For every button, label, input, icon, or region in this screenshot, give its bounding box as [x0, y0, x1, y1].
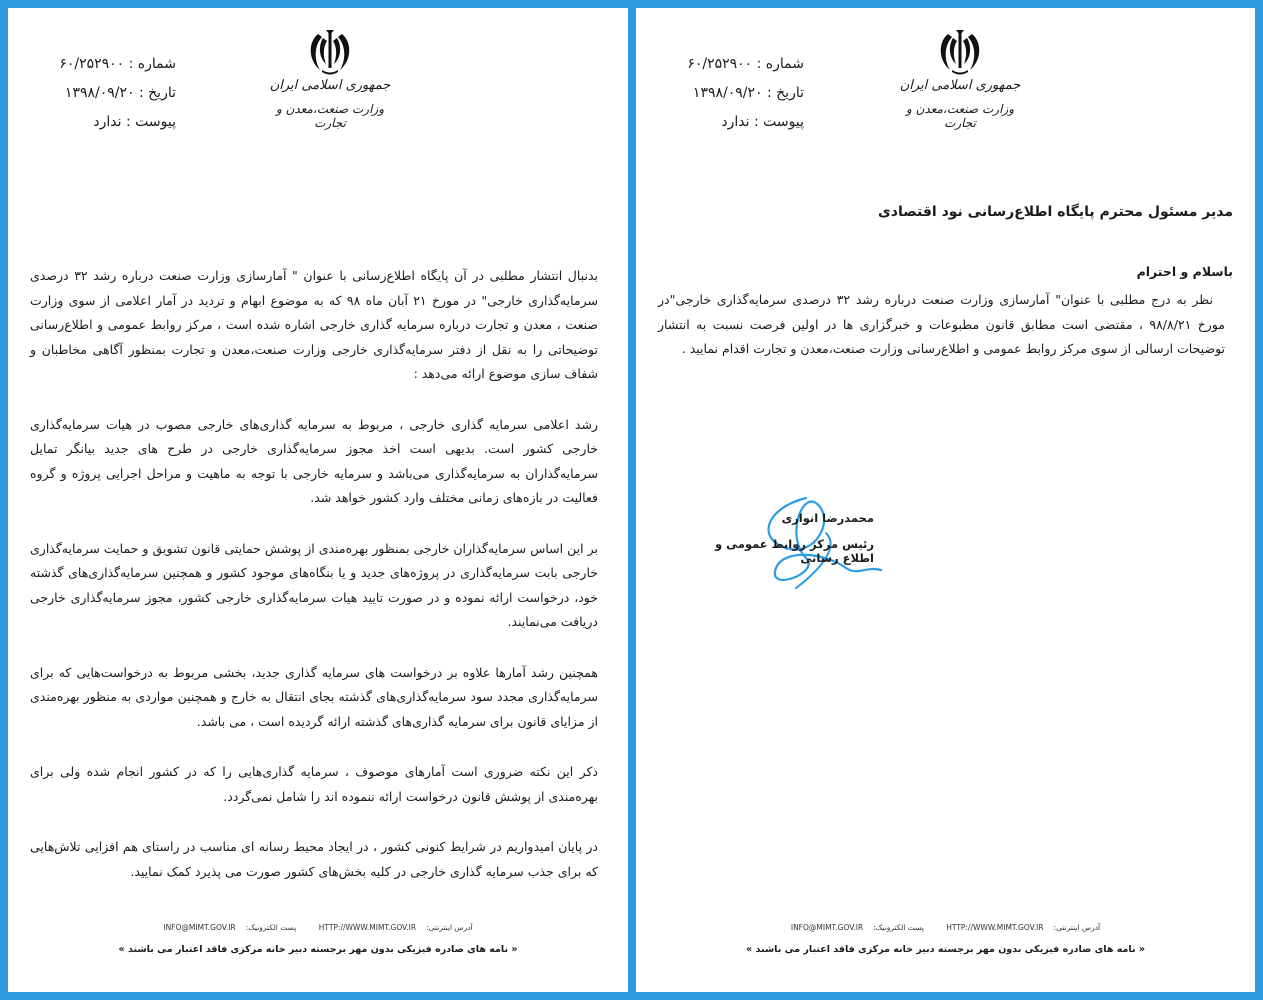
letter-number-row: [26, 50, 176, 79]
footer-web: [314, 923, 478, 932]
signer-title: رئیس مرکز روابط عمومی و اطلاع رسانی: [714, 537, 874, 565]
body-paragraph: ذکر این نکته ضروری است آمارهای موصوف ، سرمایه گذاری‌هایی را که در کشور انجام شده ولی برای بهره‌مندی از پوشش قانون درخواست ارائه ننموده اند را شامل نمی‌گردد.: [30, 764, 598, 804]
letter-number-label: شماره :: [756, 56, 804, 72]
letter-date-value: ۱۳۹۸/۰۹/۲۰: [64, 85, 135, 101]
letter-date-row: [654, 79, 804, 108]
footer-note: « نامه های صادره فیزیکی بدون مهر برجسته دبیر خانه مرکزی فاقد اعتبار می باشند »: [118, 944, 518, 955]
letterhead-country: جمهوری اسلامی ایران: [899, 78, 1021, 93]
footer-web: [941, 923, 1105, 932]
letter-date-row: [26, 79, 176, 108]
letter-number-value: ۶۰/۲۵۲۹۰۰: [59, 56, 125, 72]
letter-date-label: تاریخ :: [766, 85, 804, 101]
footer-email-label: پست الکترونیک:: [873, 923, 924, 932]
footer-web-label: آدرس اینترنتی:: [426, 923, 473, 932]
footer-note: « نامه های صادره فیزیکی بدون مهر برجسته دبیر خانه مرکزی فاقد اعتبار می باشند »: [746, 944, 1145, 955]
letter-number-value: ۶۰/۲۵۲۹۰۰: [687, 56, 753, 72]
letter-addressee: مدیر مسئول محترم پایگاه اطلاع‌رسانی نود اقتصادی: [877, 204, 1233, 220]
letter-date-label: تاریخ :: [138, 85, 176, 101]
letter-greeting: باسلام و احترام: [1136, 264, 1233, 279]
footer-web-value: HTTP://WWW.MIMT.GOV.IR: [946, 923, 1044, 932]
footer-contact: [8, 922, 628, 934]
letterhead-ministry: وزارت صنعت،معدن و تجارت: [275, 102, 385, 130]
footer-email: [786, 923, 929, 932]
letter-attachment-row: [26, 108, 176, 137]
letterhead: [266, 28, 394, 130]
letter-attachment-value: ندارد: [93, 114, 122, 130]
letter-page-cover: [636, 8, 1255, 992]
letter-footer: [8, 922, 628, 955]
footer-contact: [636, 922, 1255, 934]
letter-body: [30, 264, 598, 910]
footer-email: [158, 923, 301, 932]
footer-web-label: آدرس اینترنتی:: [1053, 923, 1101, 932]
letter-meta: [26, 50, 176, 137]
letterhead-ministry: وزارت صنعت،معدن و تجارت: [905, 102, 1015, 130]
letter-date-value: ۱۳۹۸/۰۹/۲۰: [692, 85, 763, 101]
footer-email-value: INFO@MIMT.GOV.IR: [163, 923, 236, 932]
footer-web-value: HTTP://WWW.MIMT.GOV.IR: [318, 923, 417, 932]
letter-body: نظر به درج مطلبی با عنوان" آمارسازی وزارت صنعت درباره رشد ۳۲ درصدی سرمایه‌گذاری خارجی"در مورخ ۹۸/۸/۲۱ ، مقتضی است مطابق قانون مطبوعات و خبرگزاری ها در اولین فرصت نسبت به انتشار توضیحات ارسالی از سوی مرکز روابط عمومی و اطلاع‌رسانی وزارت صنعت،معدن و تجارت اقدام نمایید .: [658, 292, 1226, 356]
letter-attachment-label: پیوست :: [754, 114, 804, 130]
body-paragraph: همچنین رشد آمارها علاوه بر درخواست های سرمایه گذاری جدید، بخشی مربوط به درخواست‌هایی که برای سرمایه‌گذاری مجدد سود سرمایه‌گذاری‌های گذشته بجای انتقال به خارج و همچنین مواردی به منظور بهره‌مندی از مزایای قانون برای سرمایه گذاری‌های گذشته ارائه گردیده است ، می باشد.: [30, 664, 598, 729]
body-paragraph: رشد اعلامی سرمایه گذاری خارجی ، مربوط به سرمایه گذاری‌های خارجی مصوب در هیات سرمایه‌گذاری خارجی کشور است. بدیهی است اخذ مجوز سرمایه‌گذاری خارجی در طرح های جدید بیانگر تمایل سرمایه‌گذاران به سرمایه‌گذاری می‌باشد و سرمایه خارجی با توجه به ماهیت و مراحل اجرایی پروژه و گروه فعالیت در بازه‌های زمانی مختلف وارد کشور خواهد شد.: [30, 416, 598, 505]
letter-attachment-value: ندارد: [721, 114, 750, 130]
iran-emblem-icon: [934, 28, 986, 76]
footer-email-value: INFO@MIMT.GOV.IR: [790, 923, 864, 932]
letter-attachment-row: [654, 108, 804, 137]
letter-meta: [654, 50, 804, 137]
iran-emblem-icon: [304, 28, 356, 76]
signer-name: محمدرضا انواری: [781, 511, 874, 525]
body-paragraph: بدنبال انتشار مطلبی در آن پایگاه اطلاع‌رسانی با عنوان " آمارسازی وزارت صنعت درباره رشد ۳۲ درصدی سرمایه‌گذاری خارجی" در مورخ ۲۱ آبان ماه ۹۸ که به موضوع ابهام و تردید در آمار اعلامی از سوی وزارت صنعت ، معدن و تجارت درباره سرمایه گذاری خارجی اشاره شده است ، مرکز روابط عمومی و اطلاع‌رسانی توضیحاتی را به نقل از دفتر سرمایه‌گذاری خارجی وزارت صنعت،معدن و تجارت بمنظور آگاهی مخاطبان و شفاف سازی موضوع ارائه می‌دهد :: [30, 268, 598, 381]
footer-email-label: پست الکترونیک:: [245, 923, 297, 932]
letterhead-country: جمهوری اسلامی ایران: [269, 78, 391, 93]
letter-page-explanation: [8, 8, 628, 992]
letter-footer: [636, 922, 1255, 955]
letterhead: [896, 28, 1024, 130]
body-paragraph: در پایان امیدواریم در شرایط کنونی کشور ، در ایجاد محیط رسانه ای مناسب در راستای هم افزایی تلاش‌هایی که برای جذب سرمایه گذاری خارجی در کلیه بخش‌های کشور صورت می پذیرد کمک نمایید.: [30, 839, 598, 879]
body-paragraph: بر این اساس سرمایه‌گذاران خارجی بمنظور بهره‌مندی از پوشش حمایتی قانون تشویق و حمایت سرمایه‌گذاری خارجی بابت سرمایه‌گذاری در پروژه‌های جدید و یا بنگاه‌های موجود کشور و همچنین سرمایه‌گذاری‌های گذشته خود، درخواست ارائه نموده و در صورت تایید هیات سرمایه‌گذاری خارجی کشور، مجوز سرمایه‌گذاری خارجی دریافت می‌نمایند.: [30, 540, 598, 629]
letter-attachment-label: پیوست :: [126, 114, 176, 130]
letter-number-label: شماره :: [128, 56, 176, 72]
letter-number-row: [654, 50, 804, 79]
